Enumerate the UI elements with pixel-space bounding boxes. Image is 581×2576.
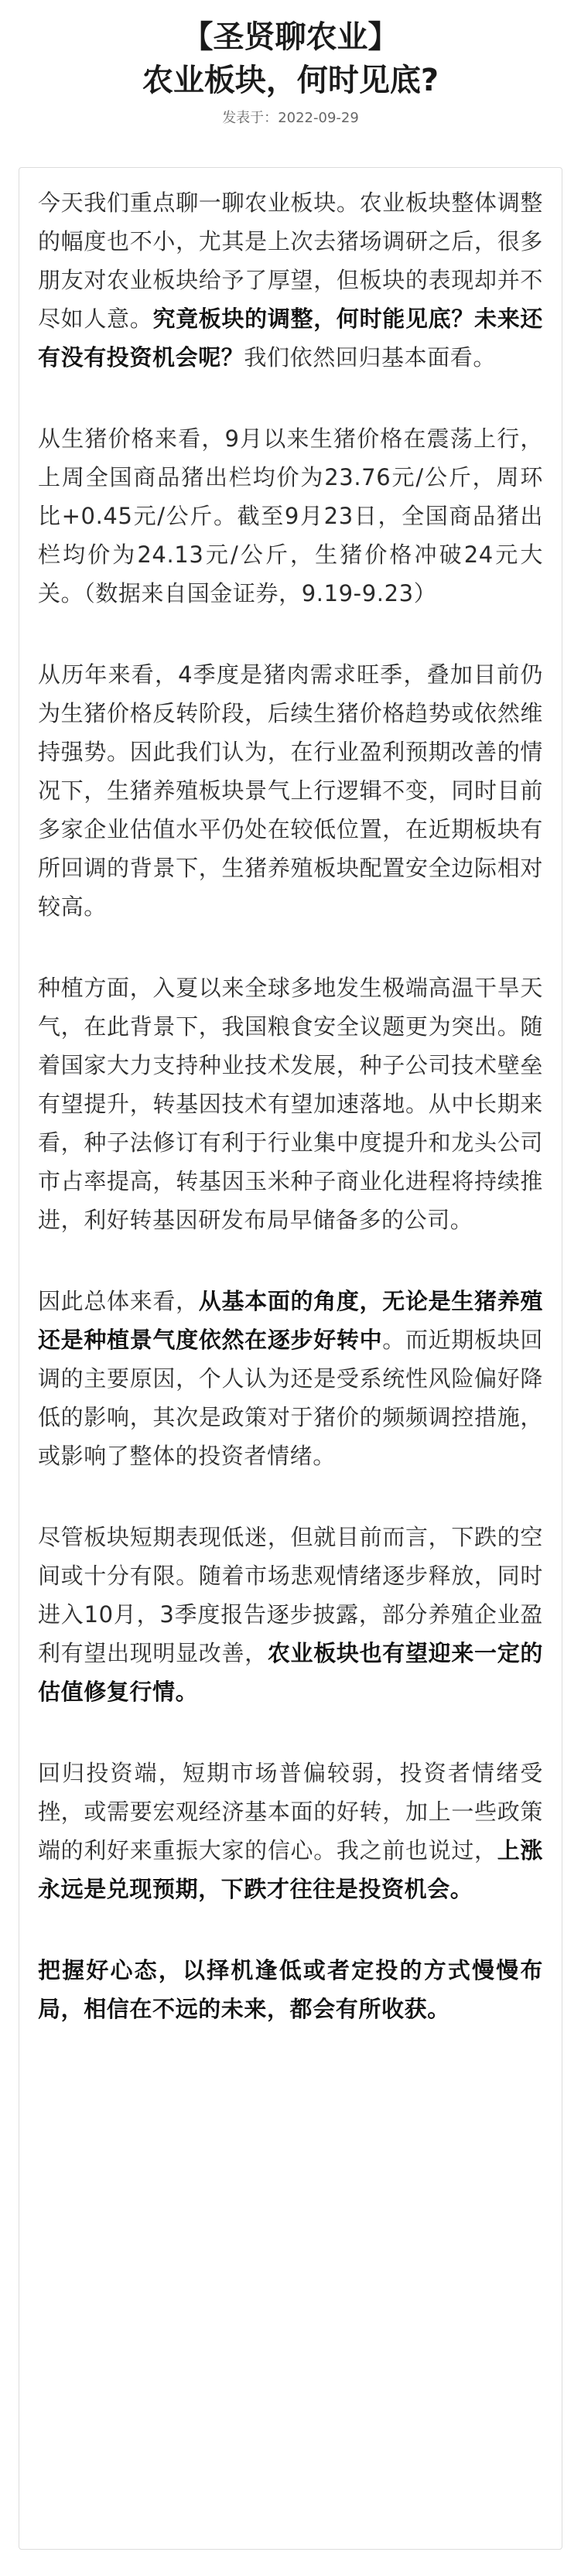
paragraph-investment: 回归投资端，短期市场普偏较弱，投资者情绪受挫，或需要宏观经济基本面的好转，加上一些政策端的利好来重振大家的信心。我之前也说过，上涨永远是兑现预期，下跌才往往是投资机会。: [38, 1760, 543, 1902]
title-line-2: 农业板块，何时见底?: [142, 63, 439, 98]
emphasis-text: 农业板块也有望迎来一定的估值修复行情。: [38, 1640, 543, 1705]
emphasis-text: 从基本面的角度，无论是生猪养殖还是种植景气度依然在逐步好转中: [38, 1288, 543, 1353]
paragraph-intro: 今天我们重点聊一聊农业板块。农业板块整体调整的幅度也不小，尤其是上次去猪场调研之后，很多朋友对农业板块给予了厚望，但板块的表现却并不尽如人意。究竟板块的调整，何时能见底？未来还有没有投资机会呢？我们依然回归基本面看。: [38, 190, 543, 371]
publish-date-value: 2022-09-29: [278, 110, 359, 126]
article-body: [19, 167, 562, 2550]
publish-date: [0, 108, 581, 128]
emphasis-text: 究竟板块的调整，何时能见底？未来还有没有投资机会呢？: [38, 306, 543, 371]
paragraph-planting: 种植方面，入夏以来全球多地发生极端高温干旱天气，在此背景下，我国粮食安全议题更为突出。随着国家大力支持种业技术发展，种子公司技术壁垒有望提升，转基因技术有望加速落地。从中长期来看，种子法修订有利于行业集中度提升和龙头公司市占率提高，转基因玉米种子商业化进程将持续推进，利好转基因研发布局早储备多的公司。: [38, 975, 543, 1233]
paragraph-closing: [38, 1951, 543, 2028]
paragraph-pig-price: 从生猪价格来看，9月以来生猪价格在震荡上行，上周全国商品猪出栏均价为23.76元/公斤，周环比+0.45元/公斤。截至9月23日，全国商品猪出栏均价为24.13元/公斤，生猪价格冲破24元大关。（数据来自国金证券，9.19-9.23）: [38, 425, 543, 606]
publish-date-label: 发表于：: [222, 110, 279, 126]
paragraph-seasonal-demand: 从历年来看，4季度是猪肉需求旺季，叠加目前仍为生猪价格反转阶段，后续生猪价格趋势或依然维持强势。因此我们认为，在行业盈利预期改善的情况下，生猪养殖板块景气上行逻辑不变，同时目前多家企业估值水平仍处在较低位置，在近期板块有所回调的背景下，生猪养殖板块配置安全边际相对较高。: [38, 661, 543, 920]
emphasis-text: 把握好心态，以择机逢低或者定投的方式慢慢布局，相信在不远的未来，都会有所收获。: [38, 1957, 543, 2022]
paragraph-summary: 因此总体来看，从基本面的角度，无论是生猪养殖还是种植景气度依然在逐步好转中。而近期板块回调的主要原因，个人认为还是受系统性风险偏好降低的影响，其次是政策对于猪价的频频调控措施，或影响了整体的投资者情绪。: [38, 1288, 543, 1469]
paragraph-outlook: 尽管板块短期表现低迷，但就目前而言，下跌的空间或十分有限。随着市场悲观情绪逐步释放，同时进入10月，3季度报告逐步披露，部分养殖企业盈利有望出现明显改善，农业板块也有望迎来一定的估值修复行情。: [38, 1524, 543, 1705]
article-title: [0, 15, 581, 102]
emphasis-text: 上涨永远是兑现预期，下跌才往往是投资机会。: [38, 1837, 543, 1902]
title-line-1: 【圣贤聊农业】: [182, 19, 399, 55]
